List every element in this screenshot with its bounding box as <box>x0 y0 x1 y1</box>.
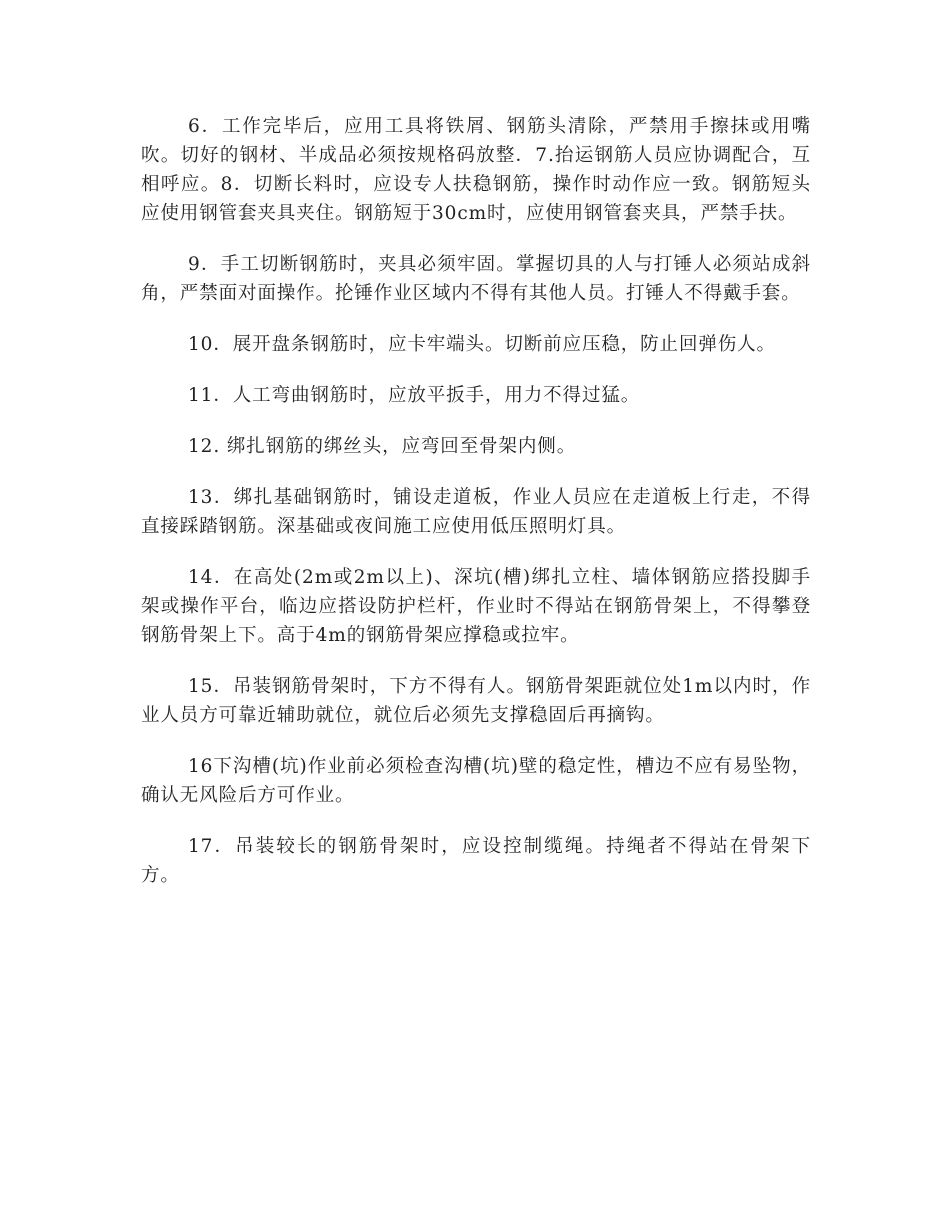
paragraph-item-12: 12. 绑扎钢筋的绑丝头，应弯回至骨架内侧。 <box>188 436 577 457</box>
paragraph-item-15: 15．吊装钢筋骨架时，下方不得有人。钢筋骨架距就位处1m以内时，作业人员方可靠近辅助就位，就位后必须先支撑稳固后再摘钩。 <box>141 676 811 726</box>
paragraph-item-13: 13．绑扎基础钢筋时，铺设走道板，作业人员应在走道板上行走，不得直接踩踏钢筋。深基础或夜间施工应使用低压照明灯具。 <box>141 487 811 537</box>
paragraph-item-14: 14．在高处(2m或2m以上)、深坑(槽)绑扎立柱、墙体钢筋应搭投脚手架或操作平台，临边应搭设防护栏杆，作业时不得站在钢筋骨架上，不得攀登钢筋骨架上下。高于4m的钢筋骨架应撑稳或拉牢。 <box>141 567 811 646</box>
paragraph-item-9: 9．手工切断钢筋时，夹具必须牢固。掌握切具的人与打锤人必须站成斜角，严禁面对面操作。抡锤作业区域内不得有其他人员。打锤人不得戴手套。 <box>141 254 811 304</box>
paragraph-item-17: 17．吊装较长的钢筋骨架时，应设控制缆绳。持绳者不得站在骨架下方。 <box>141 836 811 886</box>
paragraph-item-6-8: 6．工作完毕后，应用工具将铁屑、钢筋头清除，严禁用手擦抹或用嘴吹。切好的钢材、半成品必须按规格码放整．7.抬运钢筋人员应协调配合，互相呼应。8．切断长料时，应设专人扶稳钢筋，操作时动作应一致。钢筋短头应使用钢管套夹具夹住。钢筋短于30cm时，应使用钢管套夹具，严禁手扶。 <box>141 116 811 224</box>
paragraph-item-11: 11．人工弯曲钢筋时，应放平扳手，用力不得过猛。 <box>188 385 641 406</box>
paragraph-item-10: 10．展开盘条钢筋时，应卡牢端头。切断前应压稳，防止回弹伤人。 <box>188 334 776 355</box>
document-body <box>141 112 811 912</box>
paragraph-item-16: 16下沟槽(坑)作业前必须检查沟槽(坑)壁的稳定性，槽边不应有易坠物，确认无风险后方可作业。 <box>141 756 811 806</box>
